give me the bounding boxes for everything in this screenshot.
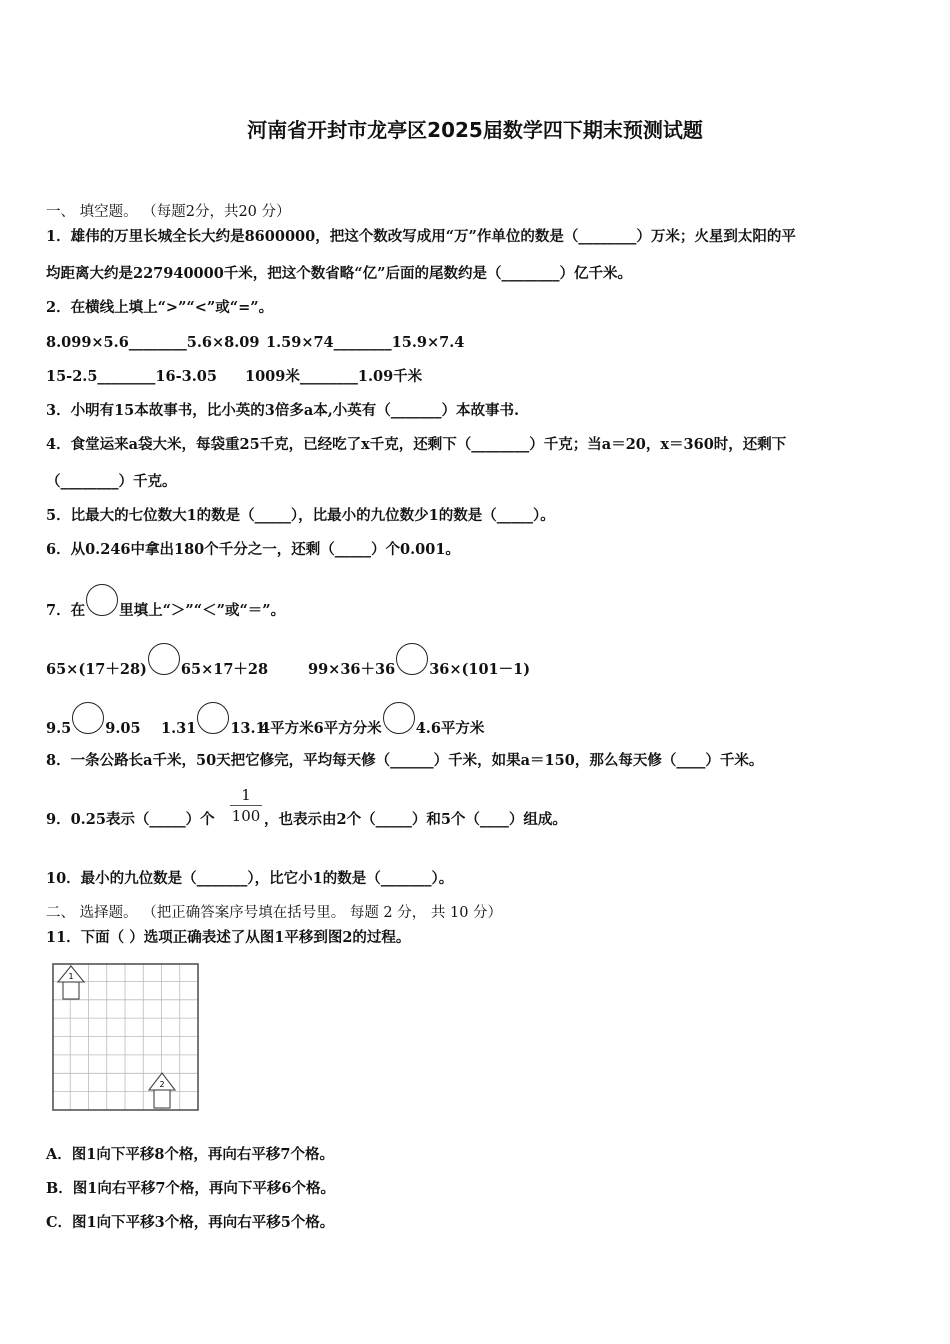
question-7-row1-left: [46, 647, 268, 679]
answer-circle[interactable]: [383, 702, 415, 734]
question-5: 5．比最大的七位数大1的数是（_____），比最小的九位数少1的数是（_____）。: [46, 507, 555, 524]
question-1-line2: 均距离大约是227940000千米，把这个数省略“亿”后面的尾数约是（________）亿千米。: [46, 265, 632, 282]
question-7-row2-a: [46, 706, 141, 738]
answer-circle[interactable]: [148, 643, 180, 675]
answer-circle[interactable]: [197, 702, 229, 734]
fraction-denominator: 100: [231, 807, 261, 825]
page-title: 河南省开封市龙亭区2025届数学四下期末预测试题: [247, 118, 703, 142]
option-b[interactable]: B．图1向右平移7个格，再向下平移6个格。: [46, 1180, 336, 1197]
house-label-1: 1: [68, 972, 74, 981]
section-2-heading: 二、 选择题。 （把正确答案序号填在括号里。 每题 2 分， 共 10 分）: [46, 905, 503, 921]
question-7-row2-b: [161, 706, 266, 738]
question-3: 3．小明有15本故事书，比小英的3倍多a本,小英有（_______）本故事书.: [46, 402, 520, 419]
question-9-prefix: 9．0.25表示（_____）个: [46, 811, 215, 828]
question-10: 10．最小的九位数是（_______），比它小1的数是（_______）。: [46, 870, 454, 887]
question-7-prefix: 7．在: [46, 602, 86, 619]
house-shape-2: [149, 1073, 175, 1108]
expr-right: 9.05: [105, 720, 141, 737]
expr-left: 1.31: [161, 720, 197, 737]
question-1-line1: 1．雄伟的万里长城全长大约是8600000，把这个数改写成用“万”作单位的数是（________）万米；火星到太阳的平: [46, 228, 796, 245]
question-7: [46, 588, 285, 620]
question-7-row2-c: [260, 706, 484, 738]
option-c[interactable]: C．图1向下平移3个格，再向右平移5个格。: [46, 1214, 335, 1231]
question-2-row2-right: 1009米________1.09千米: [245, 368, 423, 385]
answer-circle[interactable]: [396, 643, 428, 675]
answer-circle[interactable]: [72, 702, 104, 734]
question-2-row1-right: 1.59×74________15.9×7.4: [266, 334, 465, 351]
question-2: 2．在横线上填上“>”“<”或“=”。: [46, 299, 274, 316]
answer-circle[interactable]: [86, 584, 118, 616]
question-6: 6．从0.246中拿出180个千分之一，还剩（_____）个0.001。: [46, 541, 460, 558]
fraction-numerator: 1: [241, 786, 251, 804]
question-4-line1: 4．食堂运来a袋大米，每袋重25千克，已经吃了x千克，还剩下（________）千克；当a＝20，x＝360时，还剩下: [46, 436, 787, 453]
question-4-line2: （________）千克。: [46, 473, 177, 490]
question-2-row1-left: 8.099×5.6________5.6×8.09: [46, 334, 260, 351]
fraction-bar: [230, 805, 262, 806]
section-1-heading: 一、 填空题。 （每题2分，共20 分）: [46, 204, 291, 220]
expr-left: 99×36＋36: [308, 661, 396, 678]
expr-right: 36×(101－1): [429, 661, 531, 678]
expr-right: 13.1: [230, 720, 266, 737]
house-shape-1: [58, 966, 84, 999]
question-9-suffix: ，也表示由2个（_____）和5个（____）组成。: [264, 811, 567, 828]
question-7-suffix: 里填上“＞”“＜”或“＝”。: [119, 602, 286, 619]
option-a[interactable]: A．图1向下平移8个格，再向右平移7个格。: [46, 1146, 335, 1163]
house-label-2: 2: [159, 1080, 165, 1089]
question-11: 11．下面（ ）选项正确表述了从图1平移到图2的过程。: [46, 929, 411, 946]
question-8: 8．一条公路长a千米，50天把它修完，平均每天修（______）千米，如果a＝150，那么每天修（____）千米。: [46, 752, 764, 769]
question-2-row2-left: 15-2.5________16-3.05: [46, 368, 217, 385]
translation-grid-figure: [52, 963, 200, 1112]
expr-right: 4.6平方米: [415, 720, 485, 737]
question-7-row1-right: [308, 647, 530, 679]
expr-left: 9.5: [46, 720, 72, 737]
fraction-one-hundredth: [230, 786, 262, 825]
expr-left: 4平方米6平方分米: [260, 720, 382, 737]
expr-right: 65×17＋28: [180, 661, 269, 678]
expr-left: 65×(17＋28): [46, 661, 147, 678]
